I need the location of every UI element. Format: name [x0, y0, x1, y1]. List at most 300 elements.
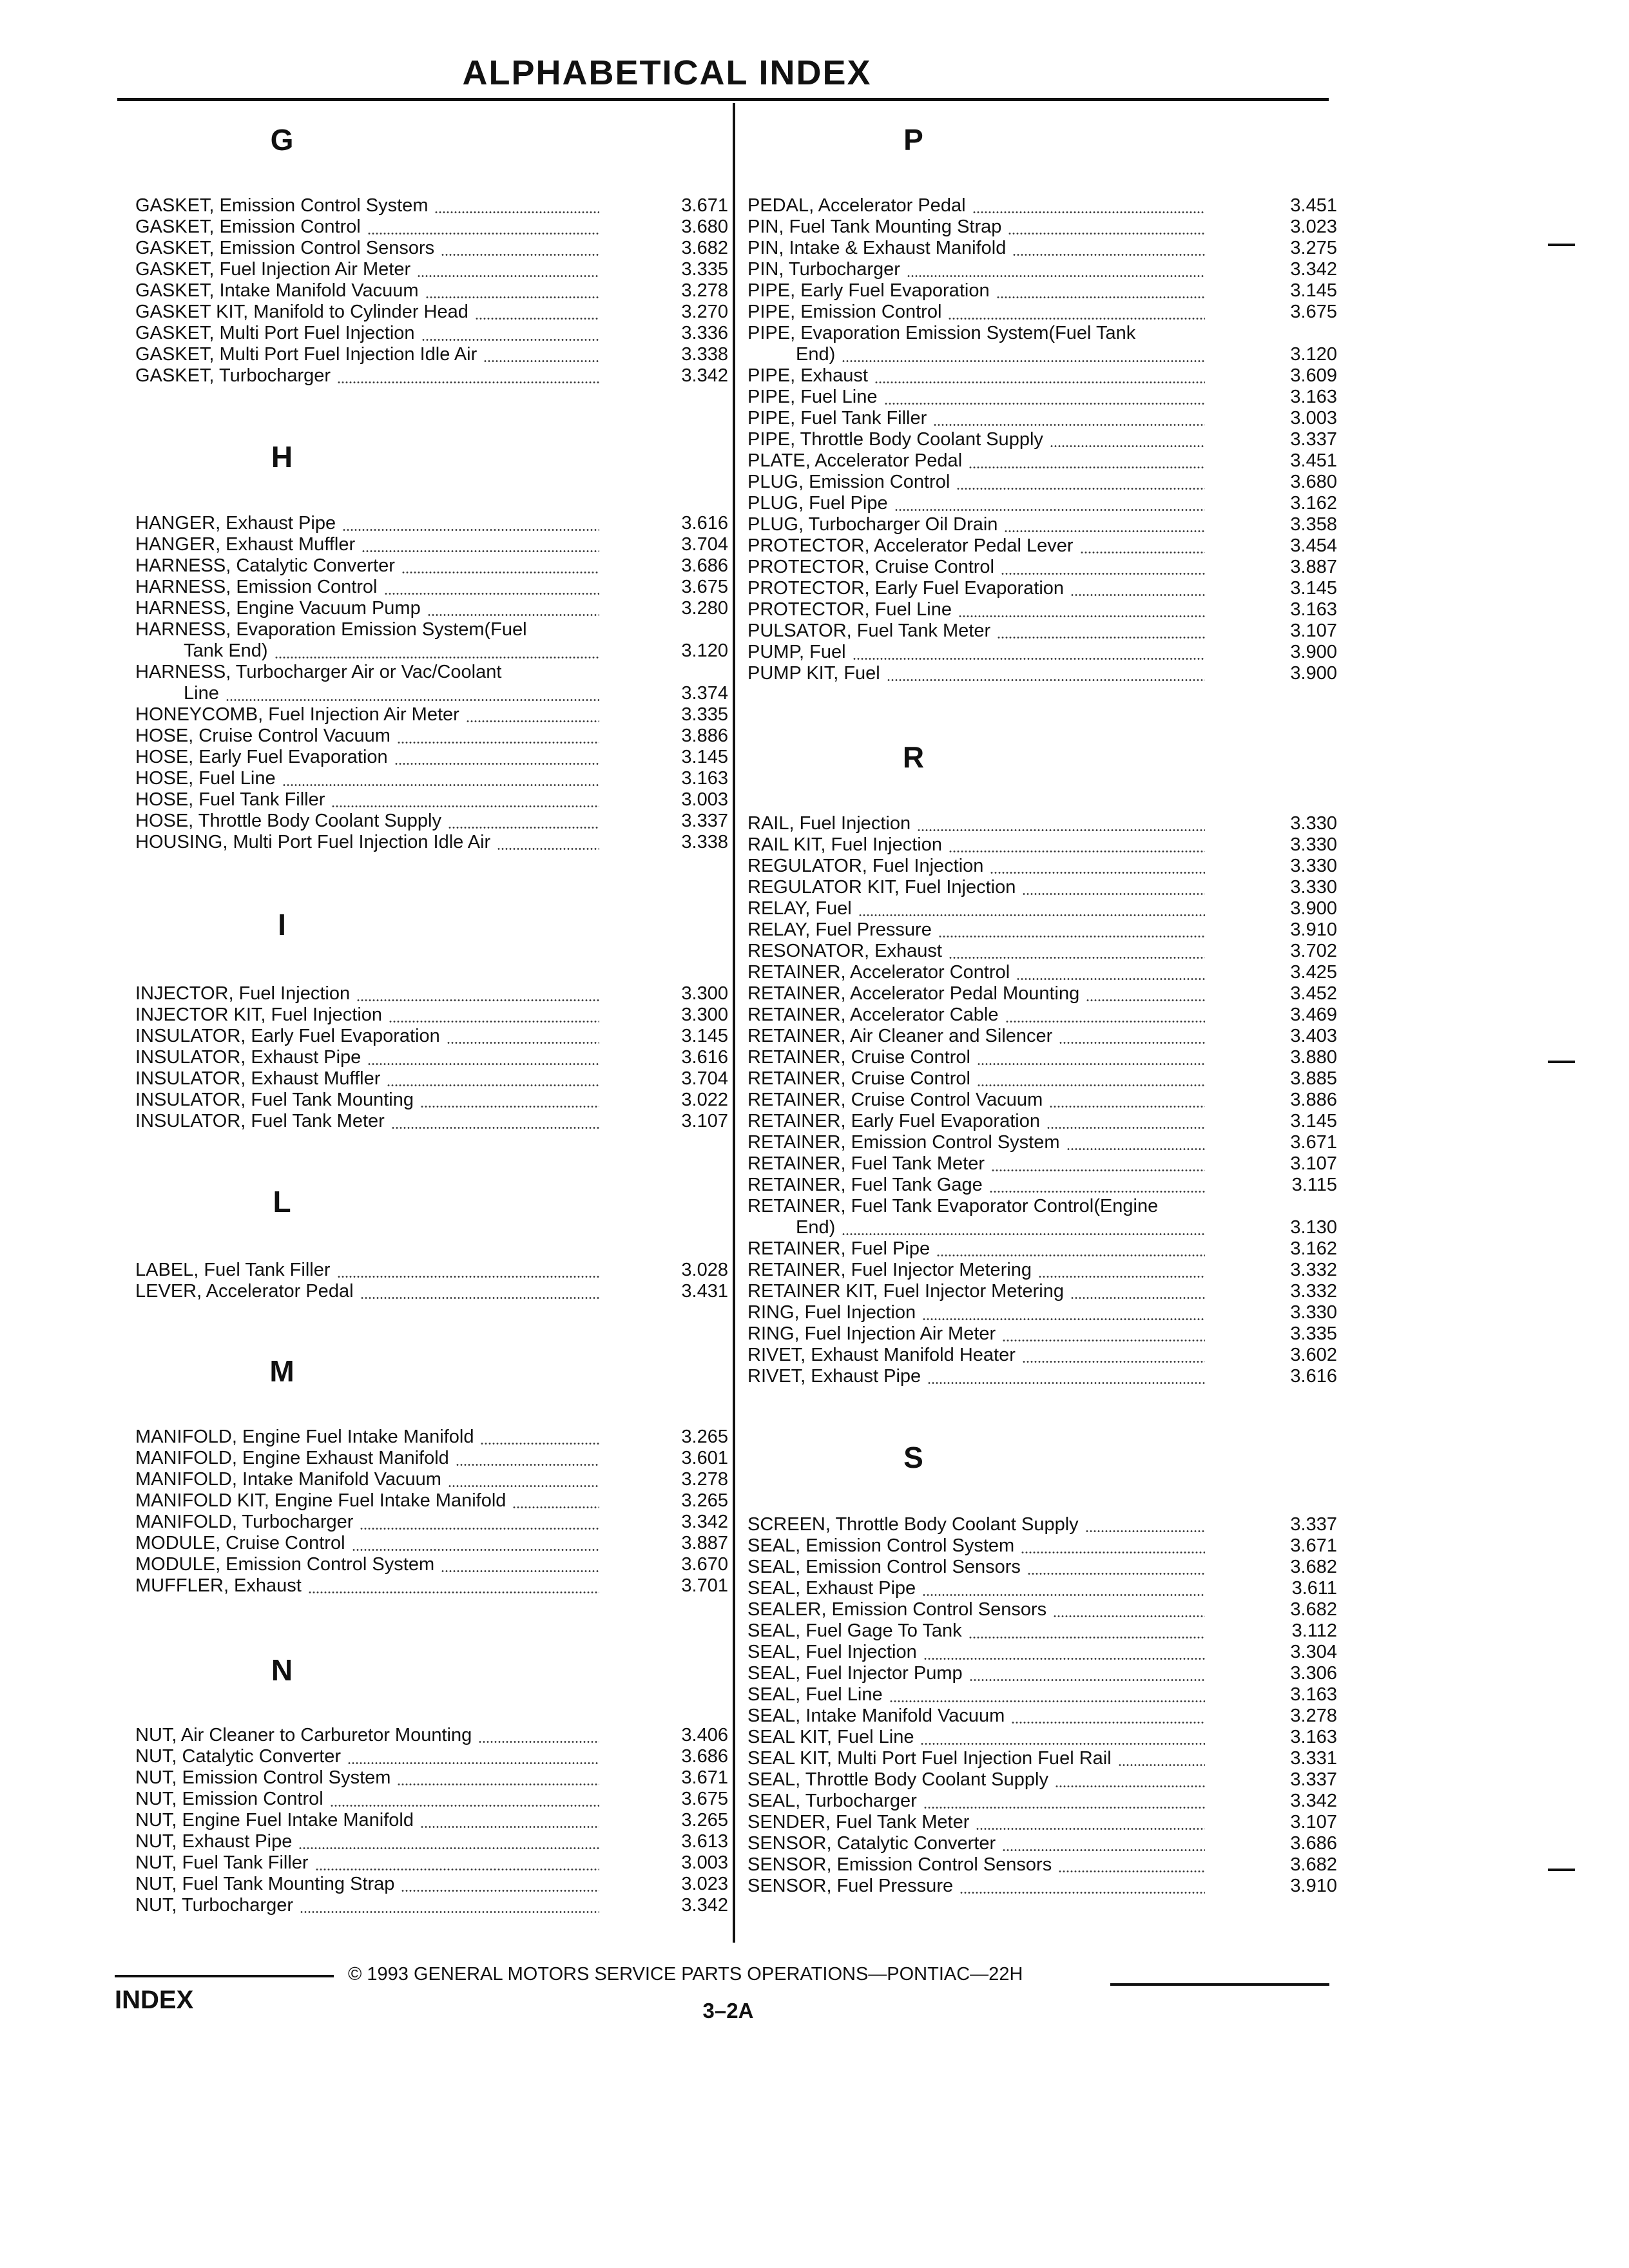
- dot-leader: [1002, 1849, 1205, 1851]
- index-entry: [747, 1791, 1337, 1812]
- entry-page-ref: 3.601: [681, 1448, 728, 1468]
- dot-leader: [874, 381, 1205, 383]
- entry-label: RELAY, Fuel: [747, 898, 852, 919]
- dot-leader: [512, 1506, 599, 1508]
- entry-page-ref: 3.880: [1290, 1047, 1337, 1068]
- index-entry: [747, 1047, 1337, 1068]
- entry-label: SENSOR, Fuel Pressure: [747, 1876, 954, 1896]
- dot-leader: [331, 805, 599, 807]
- entry-label: RESONATOR, Exhaust: [747, 941, 942, 961]
- dot-leader: [417, 275, 599, 277]
- index-entry: [747, 1535, 1337, 1557]
- dot-leader: [483, 360, 599, 362]
- entry-label: INSULATOR, Exhaust Muffler: [135, 1068, 381, 1089]
- dot-leader: [920, 1743, 1205, 1745]
- entry-page-ref: 3.602: [1290, 1345, 1337, 1365]
- dot-leader: [1027, 1573, 1205, 1575]
- entry-page-ref: 3.023: [1290, 216, 1337, 237]
- entry-page-ref: 3.107: [1290, 1153, 1337, 1174]
- entry-page-ref: 3.300: [681, 1004, 728, 1025]
- dot-leader: [922, 1594, 1205, 1596]
- dot-leader: [949, 957, 1205, 959]
- dot-leader: [397, 742, 599, 744]
- entry-page-ref: 3.336: [681, 323, 728, 343]
- entry-label: SEAL, Throttle Body Coolant Supply: [747, 1769, 1048, 1790]
- index-entry: [135, 1533, 728, 1554]
- index-entry: [135, 662, 728, 704]
- dot-leader: [1070, 594, 1205, 596]
- dot-leader: [397, 1783, 599, 1785]
- dot-leader: [917, 829, 1205, 831]
- index-entry: [135, 1831, 728, 1852]
- dot-leader: [337, 381, 599, 383]
- dot-leader: [884, 403, 1205, 405]
- entry-label: NUT, Engine Fuel Intake Manifold: [135, 1810, 414, 1831]
- entry-label: LABEL, Fuel Tank Filler: [135, 1260, 331, 1280]
- entry-page-ref: 3.003: [681, 1852, 728, 1873]
- dot-leader: [275, 657, 599, 658]
- dot-leader: [356, 999, 599, 1001]
- index-entry: [747, 1620, 1337, 1642]
- entry-page-ref: 3.682: [1290, 1599, 1337, 1620]
- entry-label: NUT, Catalytic Converter: [135, 1746, 342, 1767]
- index-entry: [135, 1852, 728, 1874]
- entry-page-ref: 3.702: [1290, 941, 1337, 961]
- dot-leader: [948, 318, 1205, 320]
- index-entry: [135, 1068, 728, 1090]
- index-entry: [135, 1469, 728, 1490]
- index-entry: [747, 1196, 1337, 1238]
- dot-leader: [949, 850, 1205, 852]
- index-entry: [747, 557, 1337, 578]
- dot-leader: [384, 593, 599, 595]
- index-entry: [747, 1833, 1337, 1854]
- entry-label: GASKET, Multi Port Fuel Injection: [135, 323, 415, 343]
- index-entry: [747, 1854, 1337, 1876]
- index-entry: [135, 1512, 728, 1533]
- entry-label: SEAL, Turbocharger: [747, 1791, 917, 1811]
- entry-page-ref: 3.671: [681, 1767, 728, 1788]
- dot-leader: [991, 1169, 1205, 1171]
- entry-label: SENSOR, Catalytic Converter: [747, 1833, 996, 1854]
- entry-label: INJECTOR, Fuel Injection: [135, 983, 351, 1004]
- entry-page-ref: 3.613: [681, 1831, 728, 1852]
- index-entry: [747, 1175, 1337, 1196]
- entry-page-ref: 3.910: [1290, 919, 1337, 940]
- entry-page-ref: 3.900: [1290, 898, 1337, 919]
- dot-leader: [938, 936, 1205, 937]
- index-entry: [747, 642, 1337, 663]
- index-entry: [135, 216, 728, 238]
- entry-page-ref: 3.675: [1290, 302, 1337, 322]
- dot-leader: [969, 466, 1205, 468]
- entry-page-ref: 3.332: [1290, 1281, 1337, 1302]
- index-entry: [747, 1345, 1337, 1366]
- entry-page-ref: 3.425: [1290, 962, 1337, 983]
- entry-label: GASKET, Fuel Injection Air Meter: [135, 259, 411, 280]
- entry-label: HONEYCOMB, Fuel Injection Air Meter: [135, 704, 459, 725]
- entry-label: GASKET, Turbocharger: [135, 365, 331, 386]
- index-entry: [135, 1090, 728, 1111]
- index-entry: [747, 302, 1337, 323]
- index-entry: [135, 1047, 728, 1068]
- index-entry: [747, 450, 1337, 472]
- entry-page-ref: 3.686: [681, 555, 728, 576]
- index-entry: [747, 1153, 1337, 1175]
- index-entry: [747, 856, 1337, 877]
- dot-leader: [1012, 254, 1205, 256]
- entry-page-ref: 3.682: [1290, 1854, 1337, 1875]
- dot-leader: [933, 424, 1205, 426]
- section-l-entries: [135, 1260, 728, 1302]
- index-entry: [747, 941, 1337, 962]
- entry-label: NUT, Fuel Tank Filler: [135, 1852, 309, 1873]
- index-entry: [747, 1111, 1337, 1132]
- index-entry: [135, 555, 728, 577]
- entry-label: PIPE, Fuel Tank Filler: [747, 408, 927, 428]
- index-entry: [747, 1366, 1337, 1387]
- dot-leader: [923, 1658, 1205, 1660]
- entry-label: PROTECTOR, Fuel Line: [747, 599, 952, 620]
- entry-page-ref: 3.338: [681, 832, 728, 852]
- index-entry: [747, 429, 1337, 450]
- index-entry: [747, 365, 1337, 387]
- entry-label: HARNESS, Evaporation Emission System(Fuel: [135, 619, 527, 640]
- dot-leader: [1058, 1870, 1205, 1872]
- index-entry: [747, 514, 1337, 535]
- dot-leader: [977, 1084, 1205, 1086]
- dot-leader: [298, 1847, 599, 1849]
- index-entry: [747, 1302, 1337, 1323]
- index-entry: [747, 1599, 1337, 1620]
- entry-page-ref: 3.342: [1290, 259, 1337, 280]
- entry-page-ref: 3.342: [1290, 1791, 1337, 1811]
- dot-leader: [969, 1679, 1205, 1681]
- entry-page-ref: 3.330: [1290, 813, 1337, 834]
- entry-page-ref: 3.609: [1290, 365, 1337, 386]
- entry-page-ref: 3.306: [1290, 1663, 1337, 1684]
- dot-leader: [1005, 1021, 1205, 1023]
- entry-page-ref: 3.337: [1290, 1514, 1337, 1535]
- entry-page-ref: 3.003: [1290, 408, 1337, 428]
- entry-page-ref: 3.342: [681, 1895, 728, 1916]
- index-entry: [135, 768, 728, 789]
- index-entry: [747, 1238, 1337, 1260]
- dot-leader: [1022, 893, 1205, 895]
- section-p-entries: [747, 195, 1337, 684]
- index-entry: [747, 1748, 1337, 1769]
- index-entry: [135, 1111, 728, 1132]
- dot-leader: [441, 1570, 599, 1572]
- dot-leader: [936, 1254, 1205, 1256]
- entry-page-ref: 3.671: [1290, 1535, 1337, 1556]
- entry-label: GASKET, Multi Port Fuel Injection Idle Air: [135, 344, 477, 365]
- entry-label: SEAL, Emission Control Sensors: [747, 1557, 1021, 1577]
- index-entry: [135, 534, 728, 555]
- entry-page-ref: 3.120: [1290, 344, 1337, 365]
- dot-leader: [448, 1485, 599, 1487]
- entry-label: PIPE, Evaporation Emission System(Fuel Tank: [747, 323, 1136, 343]
- dot-leader: [977, 1063, 1205, 1065]
- entry-page-ref: 3.107: [681, 1111, 728, 1131]
- entry-label: PIN, Fuel Tank Mounting Strap: [747, 216, 1002, 237]
- entry-label: PROTECTOR, Cruise Control: [747, 557, 994, 577]
- index-entry: [135, 1448, 728, 1469]
- entry-page-ref: 3.886: [681, 726, 728, 746]
- dot-leader: [958, 615, 1205, 617]
- entry-label: HARNESS, Engine Vacuum Pump: [135, 598, 421, 619]
- entry-label: RING, Fuel Injection Air Meter: [747, 1323, 996, 1344]
- entry-page-ref: 3.332: [1290, 1260, 1337, 1280]
- entry-page-ref: 3.112: [1291, 1620, 1337, 1641]
- entry-label: RETAINER, Early Fuel Evaporation: [747, 1111, 1040, 1131]
- entry-label: PLUG, Fuel Pipe: [747, 493, 888, 514]
- entry-label: HANGER, Exhaust Pipe: [135, 513, 336, 533]
- index-entry: [747, 1132, 1337, 1153]
- index-entry: [747, 834, 1337, 856]
- index-entry: [747, 1876, 1337, 1897]
- entry-label: LEVER, Accelerator Pedal: [135, 1281, 354, 1302]
- dot-leader: [1059, 1042, 1205, 1044]
- index-entry: [135, 1026, 728, 1047]
- entry-page-ref: 3.403: [1290, 1026, 1337, 1046]
- entry-page-ref: 3.454: [1290, 535, 1337, 556]
- section-r-entries: [747, 813, 1337, 1387]
- dot-leader: [1001, 573, 1205, 575]
- index-entry: [135, 811, 728, 832]
- index-entry: [747, 535, 1337, 557]
- dot-leader: [1066, 1148, 1205, 1150]
- footer-rule-left: [115, 1975, 334, 1977]
- dot-leader: [972, 211, 1205, 213]
- title-rule: [117, 98, 1329, 101]
- dot-leader: [497, 848, 599, 850]
- entry-label: RETAINER, Cruise Control: [747, 1047, 970, 1068]
- entry-page-ref: 3.704: [681, 1068, 728, 1089]
- entry-label: RETAINER, Fuel Tank Gage: [747, 1175, 983, 1195]
- index-entry: [747, 1026, 1337, 1047]
- entry-label: SEAL KIT, Fuel Line: [747, 1727, 914, 1747]
- section-i-entries: [135, 983, 728, 1132]
- entry-label: PROTECTOR, Early Fuel Evaporation: [747, 578, 1065, 599]
- dot-leader: [456, 1464, 599, 1466]
- entry-label: RETAINER, Emission Control System: [747, 1132, 1060, 1153]
- entry-label: NUT, Turbocharger: [135, 1895, 293, 1916]
- entry-page-ref: 3.451: [1290, 195, 1337, 216]
- index-entry: [135, 1874, 728, 1895]
- dot-leader: [425, 296, 599, 298]
- entry-page-ref: 3.331: [1290, 1748, 1337, 1769]
- entry-page-ref: 3.115: [1291, 1175, 1337, 1195]
- index-entry: [135, 832, 728, 853]
- dot-leader: [394, 763, 599, 765]
- entry-label: NUT, Emission Control: [135, 1789, 323, 1809]
- dot-leader: [401, 572, 599, 573]
- dot-leader: [894, 509, 1205, 511]
- entry-label-continuation: End): [796, 344, 836, 365]
- dot-leader: [1022, 1361, 1205, 1363]
- index-entry: [135, 1746, 728, 1767]
- entry-page-ref: 3.028: [681, 1260, 728, 1280]
- entry-label: PEDAL, Accelerator Pedal: [747, 195, 966, 216]
- entry-label: RETAINER, Fuel Pipe: [747, 1238, 930, 1259]
- margin-mark: [1548, 1869, 1575, 1871]
- index-entry: [135, 747, 728, 768]
- index-entry: [747, 1706, 1337, 1727]
- index-entry: [747, 216, 1337, 238]
- entry-page-ref: 3.300: [681, 983, 728, 1004]
- dot-leader: [996, 296, 1205, 298]
- entry-page-ref: 3.675: [681, 577, 728, 597]
- dot-leader: [1085, 1530, 1205, 1532]
- entry-page-ref: 3.107: [1290, 620, 1337, 641]
- entry-page-ref: 3.337: [1290, 429, 1337, 450]
- entry-page-ref: 3.330: [1290, 834, 1337, 855]
- entry-page-ref: 3.469: [1290, 1004, 1337, 1025]
- index-entry: [747, 1514, 1337, 1535]
- dot-leader: [969, 1637, 1205, 1639]
- section-h-entries: [135, 513, 728, 853]
- entry-label: RETAINER, Accelerator Cable: [747, 1004, 999, 1025]
- entry-page-ref: 3.910: [1290, 1876, 1337, 1896]
- dot-leader: [434, 211, 599, 213]
- dot-leader: [337, 1276, 599, 1278]
- entry-page-ref: 3.675: [681, 1789, 728, 1809]
- dot-leader: [387, 1084, 599, 1086]
- entry-label: HARNESS, Emission Control: [135, 577, 378, 597]
- dot-leader: [427, 614, 599, 616]
- entry-page-ref: 3.704: [681, 534, 728, 555]
- entry-label: SCREEN, Throttle Body Coolant Supply: [747, 1514, 1079, 1535]
- entry-label: SEAL, Fuel Injection: [747, 1642, 917, 1662]
- entry-label: RETAINER, Fuel Tank Meter: [747, 1153, 985, 1174]
- entry-page-ref: 3.682: [681, 238, 728, 258]
- index-entry: [135, 195, 728, 216]
- entry-label: MUFFLER, Exhaust: [135, 1575, 302, 1596]
- entry-label: PIN, Turbocharger: [747, 259, 900, 280]
- entry-label: SEALER, Emission Control Sensors: [747, 1599, 1047, 1620]
- margin-mark: [1548, 1061, 1575, 1063]
- section-letter-h: H: [271, 440, 293, 474]
- index-entry: [135, 598, 728, 619]
- dot-leader: [989, 1191, 1205, 1193]
- entry-page-ref: 3.616: [1290, 1366, 1337, 1387]
- dot-leader: [282, 784, 599, 786]
- entry-label: GASKET KIT, Manifold to Cylinder Head: [135, 302, 468, 322]
- entry-page-ref: 3.358: [1290, 514, 1337, 535]
- entry-label: HANGER, Exhaust Muffler: [135, 534, 356, 555]
- index-entry: [135, 302, 728, 323]
- index-entry: [747, 408, 1337, 429]
- entry-page-ref: 3.145: [681, 1026, 728, 1046]
- index-entry: [747, 323, 1337, 365]
- entry-label: INSULATOR, Early Fuel Evaporation: [135, 1026, 440, 1046]
- index-entry: [747, 919, 1337, 941]
- entry-label: PUMP, Fuel: [747, 642, 846, 662]
- entry-label: MANIFOLD, Turbocharger: [135, 1512, 354, 1532]
- index-entry: [747, 387, 1337, 408]
- index-entry: [135, 513, 728, 534]
- entry-label: PUMP KIT, Fuel: [747, 663, 880, 684]
- entry-page-ref: 3.670: [681, 1554, 728, 1575]
- entry-page-ref: 3.145: [1290, 280, 1337, 301]
- entry-label: RETAINER, Air Cleaner and Silencer: [747, 1026, 1053, 1046]
- dot-leader: [1011, 1722, 1205, 1724]
- entry-label: HOSE, Throttle Body Coolant Supply: [135, 811, 441, 831]
- entry-label: NUT, Exhaust Pipe: [135, 1831, 293, 1852]
- entry-page-ref: 3.265: [681, 1810, 728, 1831]
- entry-label: SENSOR, Emission Control Sensors: [747, 1854, 1052, 1875]
- dot-leader: [367, 233, 599, 235]
- dot-leader: [448, 827, 599, 829]
- entry-label: RING, Fuel Injection: [747, 1302, 916, 1323]
- entry-label: HOUSING, Multi Port Fuel Injection Idle Air: [135, 832, 491, 852]
- dot-leader: [420, 1826, 599, 1828]
- index-entry: [747, 1281, 1337, 1302]
- index-entry: [747, 493, 1337, 514]
- entry-page-ref: 3.337: [1290, 1769, 1337, 1790]
- index-entry: [747, 259, 1337, 280]
- index-entry: [135, 1789, 728, 1810]
- entry-page-ref: 3.163: [1290, 387, 1337, 407]
- entry-page-ref: 3.686: [1290, 1833, 1337, 1854]
- dot-leader: [1053, 1615, 1205, 1617]
- footer-rule-right: [1110, 1983, 1329, 1986]
- entry-page-ref: 3.130: [1290, 1217, 1337, 1238]
- dot-leader: [480, 1443, 599, 1445]
- entry-label: PIN, Intake & Exhaust Manifold: [747, 238, 1007, 258]
- entry-label: RELAY, Fuel Pressure: [747, 919, 932, 940]
- section-letter-m: M: [269, 1354, 294, 1388]
- index-entry: [747, 1663, 1337, 1684]
- entry-page-ref: 3.686: [681, 1746, 728, 1767]
- entry-page-ref: 3.107: [1290, 1812, 1337, 1832]
- index-entry: [135, 619, 728, 662]
- dot-leader: [315, 1869, 599, 1870]
- entry-label: RETAINER, Fuel Tank Evaporator Control(Engine: [747, 1196, 1159, 1216]
- entry-label: PIPE, Exhaust: [747, 365, 868, 386]
- entry-label: PULSATOR, Fuel Tank Meter: [747, 620, 991, 641]
- margin-mark: [1548, 244, 1575, 246]
- entry-label: NUT, Air Cleaner to Carburetor Mounting: [135, 1725, 472, 1745]
- entry-label: HOSE, Fuel Tank Filler: [135, 789, 325, 810]
- index-entry: [135, 1895, 728, 1916]
- entry-page-ref: 3.265: [681, 1490, 728, 1511]
- dot-leader: [956, 488, 1205, 490]
- dot-leader: [1008, 233, 1205, 235]
- index-entry: [135, 704, 728, 726]
- index-entry: [135, 1810, 728, 1831]
- section-letter-g: G: [270, 123, 294, 157]
- entry-page-ref: 3.887: [681, 1533, 728, 1553]
- entry-page-ref: 3.280: [681, 598, 728, 619]
- entry-page-ref: 3.682: [1290, 1557, 1337, 1577]
- index-entry: [135, 344, 728, 365]
- index-entry: [747, 1642, 1337, 1663]
- index-entry: [135, 1281, 728, 1302]
- section-s-entries: [747, 1514, 1337, 1897]
- entry-label: PLATE, Accelerator Pedal: [747, 450, 963, 471]
- entry-page-ref: 3.023: [681, 1874, 728, 1894]
- dot-leader: [889, 1700, 1205, 1702]
- entry-page-ref: 3.304: [1290, 1642, 1337, 1662]
- entry-page-ref: 3.335: [681, 704, 728, 725]
- dot-leader: [1086, 999, 1205, 1001]
- dot-leader: [330, 1805, 599, 1807]
- section-letter-p: P: [903, 123, 923, 157]
- dot-leader: [1050, 445, 1205, 447]
- index-entry: [135, 577, 728, 598]
